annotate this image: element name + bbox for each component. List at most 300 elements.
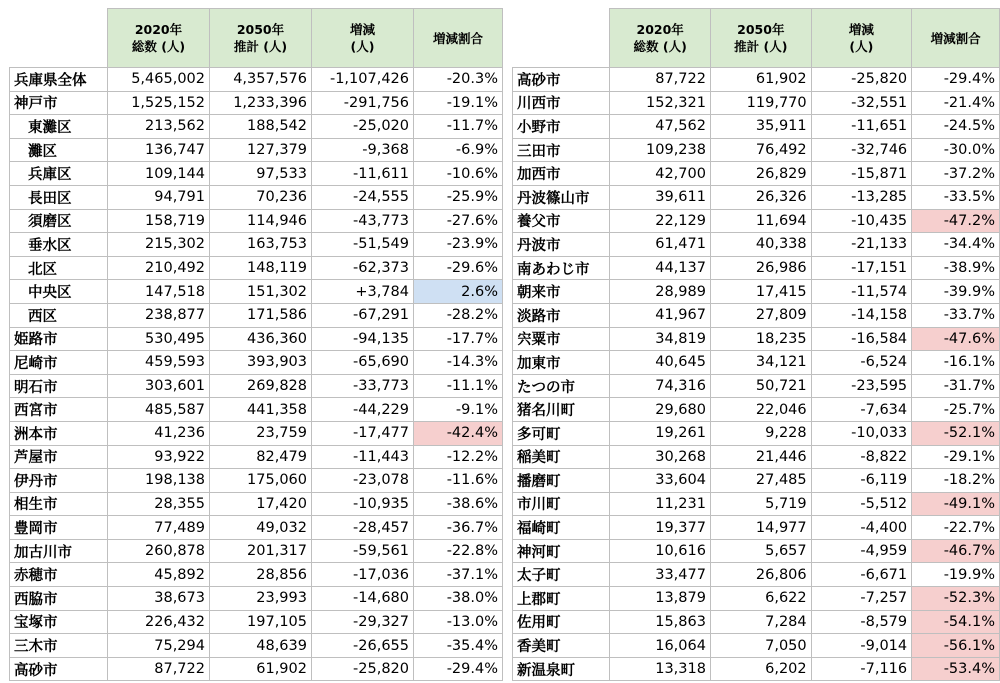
cell-total-2020: 11,231 [610,492,711,516]
row-name: 姫路市 [10,327,108,351]
cell-change: -7,116 [811,657,912,681]
cell-total-2020: 28,355 [108,492,210,516]
cell-total-2020: 485,587 [108,398,210,422]
table-row [513,563,1000,587]
cell-estimate-2050: 27,485 [710,469,811,493]
cell-estimate-2050: 269,828 [210,374,312,398]
cell-total-2020: 93,922 [108,445,210,469]
header-estimate-2050-label: 2050年 推計 (人) [233,22,288,54]
table-row [10,303,503,327]
cell-change: -6,119 [811,469,912,493]
cell-ratio: -47.2% [912,209,1000,233]
cell-total-2020: 75,294 [108,634,210,658]
cell-total-2020: 260,878 [108,539,210,563]
cell-total-2020: 109,238 [610,138,711,162]
cell-change: -67,291 [312,303,414,327]
table-row [513,421,1000,445]
table-row [10,351,503,375]
cell-ratio: -25.7% [912,398,1000,422]
cell-total-2020: 459,593 [108,351,210,375]
table-row [513,233,1000,257]
cell-estimate-2050: 6,622 [710,587,811,611]
cell-change: -15,871 [811,162,912,186]
row-name: 川西市 [513,91,610,115]
cell-estimate-2050: 48,639 [210,634,312,658]
table-row [513,634,1000,658]
cell-change: -4,400 [811,516,912,540]
cell-estimate-2050: 197,105 [210,610,312,634]
cell-change: -17,036 [312,563,414,587]
row-name: 高砂市 [10,657,108,681]
header-estimate-2050 [210,9,312,68]
cell-estimate-2050: 23,993 [210,587,312,611]
cell-ratio: -30.0% [912,138,1000,162]
cell-total-2020: 303,601 [108,374,210,398]
population-table-right [512,8,1000,681]
cell-ratio: -22.7% [912,516,1000,540]
row-name: 灘区 [10,138,108,162]
cell-change: -10,033 [811,421,912,445]
table-row [10,91,503,115]
row-name: 丹波篠山市 [513,185,610,209]
header-estimate-2050 [710,9,811,68]
cell-ratio: -38.6% [414,492,503,516]
cell-estimate-2050: 27,809 [710,303,811,327]
cell-total-2020: 213,562 [108,115,210,139]
table-row [513,162,1000,186]
cell-estimate-2050: 393,903 [210,351,312,375]
cell-total-2020: 40,645 [610,351,711,375]
table-row [513,303,1000,327]
table-row [513,68,1000,92]
cell-change: -23,595 [811,374,912,398]
cell-change: -6,671 [811,563,912,587]
cell-total-2020: 87,722 [108,657,210,681]
cell-estimate-2050: 114,946 [210,209,312,233]
cell-ratio: -46.7% [912,539,1000,563]
cell-estimate-2050: 163,753 [210,233,312,257]
cell-total-2020: 16,064 [610,634,711,658]
cell-change: -5,512 [811,492,912,516]
row-name: 多可町 [513,421,610,445]
cell-estimate-2050: 4,357,576 [210,68,312,92]
cell-total-2020: 33,604 [610,469,711,493]
cell-ratio: -6.9% [414,138,503,162]
table-row [10,516,503,540]
cell-total-2020: 109,144 [108,162,210,186]
cell-change: -291,756 [312,91,414,115]
cell-change: -14,680 [312,587,414,611]
cell-ratio: -28.2% [414,303,503,327]
cell-total-2020: 41,967 [610,303,711,327]
cell-estimate-2050: 7,050 [710,634,811,658]
cell-change: -25,820 [811,68,912,92]
cell-ratio: -10.6% [414,162,503,186]
row-name: 兵庫区 [10,162,108,186]
cell-change: -1,107,426 [312,68,414,92]
cell-ratio: -42.4% [414,421,503,445]
row-name: 稲美町 [513,445,610,469]
row-name: 猪名川町 [513,398,610,422]
cell-change: -14,158 [811,303,912,327]
table-row [513,657,1000,681]
cell-total-2020: 198,138 [108,469,210,493]
row-name: 加古川市 [10,539,108,563]
cell-ratio: -36.7% [414,516,503,540]
table-row [10,233,503,257]
cell-ratio: -29.6% [414,256,503,280]
cell-ratio: -14.3% [414,351,503,375]
table-row [513,445,1000,469]
cell-change: -8,579 [811,610,912,634]
cell-ratio: -53.4% [912,657,1000,681]
header-total-2020-label: 2020年 総数 (人) [633,22,687,54]
table-row [513,351,1000,375]
row-name: 淡路市 [513,303,610,327]
cell-estimate-2050: 23,759 [210,421,312,445]
row-name: 加東市 [513,351,610,375]
cell-total-2020: 10,616 [610,539,711,563]
table-row [10,492,503,516]
cell-total-2020: 215,302 [108,233,210,257]
cell-estimate-2050: 175,060 [210,469,312,493]
cell-total-2020: 238,877 [108,303,210,327]
header-total-2020 [610,9,711,68]
cell-ratio: -35.4% [414,634,503,658]
row-name: 加西市 [513,162,610,186]
table-row [513,516,1000,540]
cell-change: -25,820 [312,657,414,681]
cell-ratio: -31.7% [912,374,1000,398]
cell-total-2020: 47,562 [610,115,711,139]
cell-total-2020: 530,495 [108,327,210,351]
table-row [10,209,503,233]
table-row [513,492,1000,516]
header-ratio-label: 増減割合 [432,30,483,46]
table-row [10,115,503,139]
cell-total-2020: 22,129 [610,209,711,233]
header-change-label: 増減 (人) [848,22,874,54]
table-row [10,138,503,162]
cell-total-2020: 41,236 [108,421,210,445]
cell-total-2020: 210,492 [108,256,210,280]
row-name: 養父市 [513,209,610,233]
table-row [10,185,503,209]
row-name: 明石市 [10,374,108,398]
cell-change: -17,477 [312,421,414,445]
cell-ratio: -29.1% [912,445,1000,469]
cell-estimate-2050: 17,415 [710,280,811,304]
cell-total-2020: 19,261 [610,421,711,445]
table-row [10,327,503,351]
cell-ratio: -52.3% [912,587,1000,611]
cell-change: -28,457 [312,516,414,540]
cell-change: -24,555 [312,185,414,209]
cell-change: -11,443 [312,445,414,469]
row-name: 宝塚市 [10,610,108,634]
population-table-left [9,8,503,681]
row-name: 洲本市 [10,421,108,445]
cell-total-2020: 34,819 [610,327,711,351]
cell-estimate-2050: 35,911 [710,115,811,139]
table-row [513,398,1000,422]
cell-change: -32,551 [811,91,912,115]
cell-ratio: -33.5% [912,185,1000,209]
header-ratio [414,9,503,68]
cell-ratio: -34.4% [912,233,1000,257]
cell-ratio: -54.1% [912,610,1000,634]
row-name: 南あわじ市 [513,256,610,280]
cell-total-2020: 15,863 [610,610,711,634]
row-name: 相生市 [10,492,108,516]
cell-change: -7,634 [811,398,912,422]
cell-ratio: -23.9% [414,233,503,257]
cell-estimate-2050: 97,533 [210,162,312,186]
cell-total-2020: 226,432 [108,610,210,634]
cell-total-2020: 87,722 [610,68,711,92]
cell-total-2020: 136,747 [108,138,210,162]
cell-estimate-2050: 21,446 [710,445,811,469]
row-name: 市川町 [513,492,610,516]
cell-ratio: -19.1% [414,91,503,115]
table-row [513,91,1000,115]
cell-change: -62,373 [312,256,414,280]
cell-estimate-2050: 14,977 [710,516,811,540]
cell-estimate-2050: 9,228 [710,421,811,445]
row-name: 西脇市 [10,587,108,611]
cell-total-2020: 158,719 [108,209,210,233]
cell-change: -43,773 [312,209,414,233]
cell-ratio: -13.0% [414,610,503,634]
header-row [513,9,1000,68]
header-change-label: 増減 (人) [349,22,375,54]
row-name: 香美町 [513,634,610,658]
cell-change: -44,229 [312,398,414,422]
cell-estimate-2050: 18,235 [710,327,811,351]
header-row [10,9,503,68]
row-name: 小野市 [513,115,610,139]
cell-estimate-2050: 5,657 [710,539,811,563]
cell-ratio: -16.1% [912,351,1000,375]
header-estimate-2050-label: 2050年 推計 (人) [734,22,788,54]
table-row [513,327,1000,351]
cell-change: -23,078 [312,469,414,493]
cell-estimate-2050: 50,721 [710,374,811,398]
cell-total-2020: 45,892 [108,563,210,587]
table-body-right [513,68,1000,681]
cell-change: -33,773 [312,374,414,398]
table-row [10,469,503,493]
table-row [10,634,503,658]
cell-ratio: -22.8% [414,539,503,563]
cell-estimate-2050: 49,032 [210,516,312,540]
header-blank [513,9,610,68]
table-row [513,539,1000,563]
table-row [10,610,503,634]
header-total-2020-label: 2020年 総数 (人) [131,22,186,54]
table-row [10,256,503,280]
cell-estimate-2050: 171,586 [210,303,312,327]
cell-estimate-2050: 188,542 [210,115,312,139]
cell-total-2020: 44,137 [610,256,711,280]
row-name: 長田区 [10,185,108,209]
cell-change: -16,584 [811,327,912,351]
cell-ratio: -12.2% [414,445,503,469]
cell-estimate-2050: 26,829 [710,162,811,186]
cell-estimate-2050: 40,338 [710,233,811,257]
row-name: 芦屋市 [10,445,108,469]
cell-total-2020: 147,518 [108,280,210,304]
cell-change: -9,014 [811,634,912,658]
table-row [513,374,1000,398]
cell-estimate-2050: 76,492 [710,138,811,162]
cell-estimate-2050: 17,420 [210,492,312,516]
cell-ratio: -56.1% [912,634,1000,658]
cell-ratio: -52.1% [912,421,1000,445]
cell-total-2020: 38,673 [108,587,210,611]
row-name: 朝来市 [513,280,610,304]
cell-ratio: -20.3% [414,68,503,92]
row-name: 北区 [10,256,108,280]
table-row [10,421,503,445]
cell-change: -7,257 [811,587,912,611]
cell-total-2020: 1,525,152 [108,91,210,115]
cell-change: +3,784 [312,280,414,304]
cell-estimate-2050: 28,856 [210,563,312,587]
row-name: 上郡町 [513,587,610,611]
cell-ratio: -9.1% [414,398,503,422]
table-row [10,374,503,398]
row-name: 兵庫県全体 [10,68,108,92]
table-row [513,469,1000,493]
row-name: 三田市 [513,138,610,162]
cell-total-2020: 29,680 [610,398,711,422]
row-name: 新温泉町 [513,657,610,681]
table-row [10,563,503,587]
cell-ratio: -47.6% [912,327,1000,351]
cell-estimate-2050: 6,202 [710,657,811,681]
cell-estimate-2050: 151,302 [210,280,312,304]
row-name: 西区 [10,303,108,327]
table-row [10,657,503,681]
row-name: 中央区 [10,280,108,304]
table-row [513,209,1000,233]
table-row [513,280,1000,304]
cell-total-2020: 30,268 [610,445,711,469]
cell-total-2020: 28,989 [610,280,711,304]
cell-total-2020: 39,611 [610,185,711,209]
table-row [10,398,503,422]
cell-total-2020: 19,377 [610,516,711,540]
cell-change: -94,135 [312,327,414,351]
cell-ratio: -38.0% [414,587,503,611]
cell-estimate-2050: 441,358 [210,398,312,422]
cell-ratio: -37.1% [414,563,503,587]
cell-change: -26,655 [312,634,414,658]
row-name: 豊岡市 [10,516,108,540]
cell-change: -10,435 [811,209,912,233]
cell-change: -29,327 [312,610,414,634]
cell-estimate-2050: 26,326 [710,185,811,209]
cell-change: -11,574 [811,280,912,304]
table-row [10,68,503,92]
cell-change: -10,935 [312,492,414,516]
cell-estimate-2050: 119,770 [710,91,811,115]
table-row [10,162,503,186]
cell-estimate-2050: 34,121 [710,351,811,375]
header-total-2020 [108,9,210,68]
table-row [10,280,503,304]
row-name: 伊丹市 [10,469,108,493]
table-row [513,587,1000,611]
header-ratio [912,9,1000,68]
table-row [10,445,503,469]
cell-ratio: -19.9% [912,563,1000,587]
table-row [513,138,1000,162]
cell-change: -4,959 [811,539,912,563]
row-name: 丹波市 [513,233,610,257]
cell-change: -21,133 [811,233,912,257]
cell-change: -51,549 [312,233,414,257]
cell-ratio: -29.4% [414,657,503,681]
cell-ratio: -29.4% [912,68,1000,92]
cell-ratio: -11.6% [414,469,503,493]
cell-total-2020: 152,321 [610,91,711,115]
cell-ratio: -39.9% [912,280,1000,304]
header-blank [10,9,108,68]
cell-change: -8,822 [811,445,912,469]
row-name: 尼崎市 [10,351,108,375]
cell-estimate-2050: 127,379 [210,138,312,162]
table-row [513,610,1000,634]
row-name: 神河町 [513,539,610,563]
row-name: たつの市 [513,374,610,398]
row-name: 垂水区 [10,233,108,257]
cell-change: -9,368 [312,138,414,162]
cell-estimate-2050: 61,902 [710,68,811,92]
cell-ratio: 2.6% [414,280,503,304]
cell-total-2020: 13,879 [610,587,711,611]
cell-change: -59,561 [312,539,414,563]
cell-estimate-2050: 7,284 [710,610,811,634]
cell-ratio: -37.2% [912,162,1000,186]
row-name: 赤穂市 [10,563,108,587]
table-row [10,539,503,563]
table-row [513,185,1000,209]
cell-total-2020: 74,316 [610,374,711,398]
row-name: 西宮市 [10,398,108,422]
cell-total-2020: 94,791 [108,185,210,209]
cell-estimate-2050: 148,119 [210,256,312,280]
row-name: 太子町 [513,563,610,587]
cell-change: -32,746 [811,138,912,162]
cell-estimate-2050: 11,694 [710,209,811,233]
cell-ratio: -21.4% [912,91,1000,115]
cell-ratio: -25.9% [414,185,503,209]
cell-estimate-2050: 26,806 [710,563,811,587]
cell-estimate-2050: 22,046 [710,398,811,422]
cell-ratio: -11.7% [414,115,503,139]
cell-change: -13,285 [811,185,912,209]
cell-estimate-2050: 436,360 [210,327,312,351]
cell-ratio: -18.2% [912,469,1000,493]
cell-estimate-2050: 1,233,396 [210,91,312,115]
cell-change: -6,524 [811,351,912,375]
header-ratio-label: 増減割合 [930,30,981,46]
cell-change: -17,151 [811,256,912,280]
row-name: 佐用町 [513,610,610,634]
cell-change: -65,690 [312,351,414,375]
